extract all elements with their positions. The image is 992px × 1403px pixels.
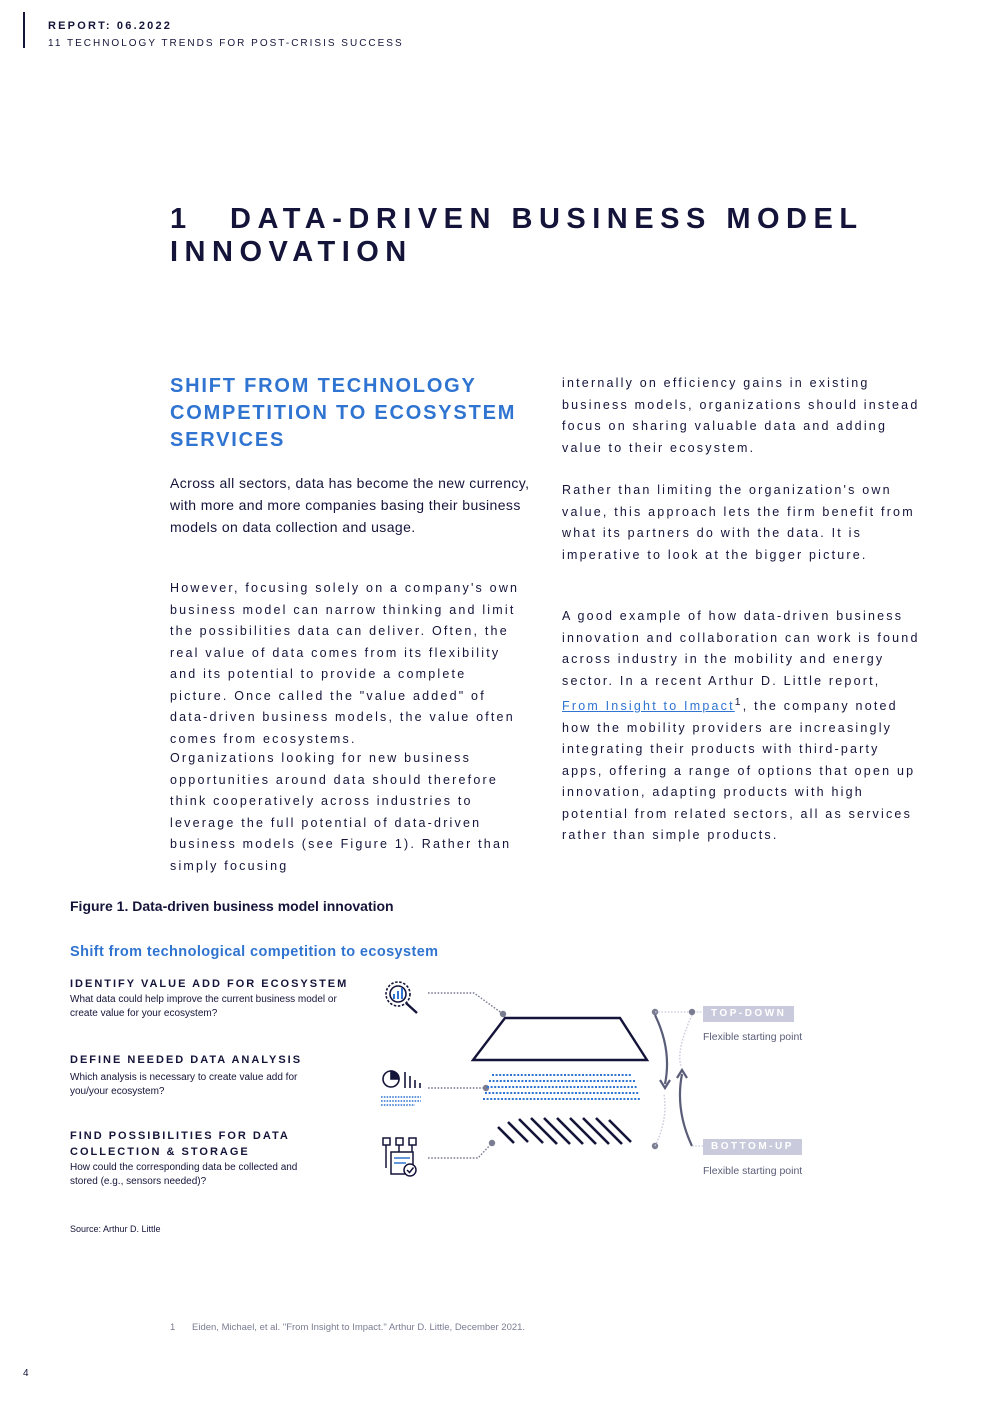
step-3-desc: How could the corresponding data be collected and stored (e.g., sensors needed)? (70, 1162, 298, 1187)
figure-source: Source: Arthur D. Little (70, 1224, 161, 1234)
footnote (170, 1322, 525, 1333)
business-model-layer (473, 1018, 647, 1060)
step-1-desc: What data could help improve the current business model or create value for your ecosystem? (70, 994, 337, 1019)
top-down-badge: TOP-DOWN (703, 1006, 794, 1022)
data-collection-layer (498, 1118, 631, 1144)
analytics-magnifier-icon (386, 982, 417, 1013)
footnote-text: Eiden, Michael, et al. "From Insight to Impact." Arthur D. Little, December 2021. (192, 1322, 526, 1333)
bottom-up-arrow (652, 1009, 703, 1149)
section-title: SHIFT FROM TECHNOLOGY COMPETITION TO ECOSYSTEM SERVICES (170, 375, 517, 451)
step-2-heading: DEFINE NEEDED DATA ANALYSIS (70, 1054, 303, 1066)
connector-dot-1 (500, 1011, 506, 1017)
step-2-desc: Which analysis is necessary to create value add for you/your ecosystem? (70, 1072, 298, 1097)
chapter-number: 1 (170, 203, 193, 235)
page-number: 4 (23, 1368, 29, 1379)
bottom-up-badge: BOTTOM-UP (703, 1139, 802, 1155)
left-paragraph-1: However, focusing solely on a company's own business model can narrow thinking and limit the possibilities data can deliver. Often, the real value of data comes from its flexibility and its potential to provide a complete picture. Once called the "value added" of data-driven business models, the value often comes from ecosystems. (170, 581, 520, 746)
connector-dot-3 (489, 1140, 495, 1146)
left-paragraph-2: Organizations looking for new business opportunities around data should therefore think cooperatively across industries to leverage the full potential of data-driven business models (see Figure 1). Rather than simply focusing (170, 751, 512, 873)
footnote-ref: 1 (734, 697, 743, 708)
data-storage-icon (383, 1138, 416, 1176)
report-subtitle: 11 TECHNOLOGY TRENDS FOR POST-CRISIS SUCCESS (48, 38, 404, 49)
right-paragraph-1: internally on efficiency gains in existing business models, organizations should instead focus on sharing valuable data and adding value to their ecosystem. (562, 376, 920, 455)
right-paragraph-2: Rather than limiting the organization's own value, this approach lets the firm benefit from what its partners do with the data. It is imperative to look at the bigger picture. (562, 483, 915, 562)
footnote-number: 1 (170, 1322, 176, 1333)
report-date: REPORT: 06.2022 (48, 20, 173, 32)
report-link[interactable]: From Insight to Impact (562, 699, 735, 714)
chapter-title: DATA-DRIVEN BUSINESS MODEL INNOVATION (170, 203, 864, 268)
data-analysis-layer (483, 1075, 641, 1099)
right-paragraph-3-text: A good example of how data-driven business innovation and collaboration can work is found across industry in the mobility and energy sector. In a recent Arthur D. Little report, (562, 609, 920, 688)
right-paragraph-3-cont: , the company noted how the mobility providers are increasingly integrating their products with third-party apps, offering a range of options that open up innovation, adapting products with high potential from related sectors, all as services rather than simple products. (562, 699, 916, 843)
figure-subtitle: Shift from technological competition to ecosystem (70, 944, 439, 960)
figure-title: Figure 1. Data-driven business model innovation (70, 898, 394, 914)
connector-lines (428, 993, 503, 1158)
top-down-note: Flexible starting point (703, 1031, 803, 1043)
charts-icon (381, 1071, 421, 1105)
lead-paragraph: Across all sectors, data has become the new currency, with more and more companies basing their business models on data collection and usage. (170, 475, 530, 535)
bottom-up-note: Flexible starting point (703, 1165, 803, 1177)
step-1-heading: IDENTIFY VALUE ADD FOR ECOSYSTEM (70, 978, 349, 990)
step-3-heading: FIND POSSIBILITIES FOR DATA COLLECTION & STORAGE (70, 1130, 290, 1158)
